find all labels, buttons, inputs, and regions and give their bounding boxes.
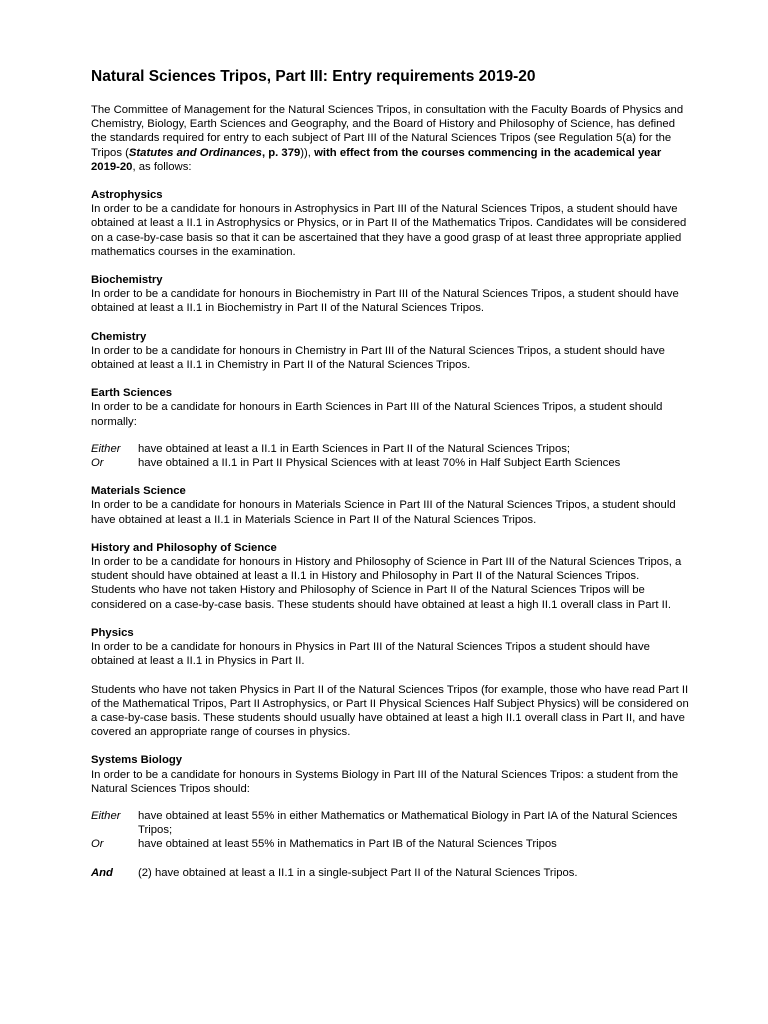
earth-or-option <box>91 456 691 470</box>
intro-text-end: , as follows: <box>132 160 192 173</box>
sysbio-either-option <box>91 809 691 837</box>
section-body-astrophysics: In order to be a candidate for honours in Astrophysics in Part III of the Natural Sciences Tripos, a student should have obtained at least a II.1 in Astrophysics or Physics, or in Part II of the Mathematics Tripos. Candidates will be considered on a case-by-case basis so that it can be ascertained that they have a good grasp of at least three appropriate applied mathematics courses in the examination. <box>91 203 687 258</box>
sysbio-or-option <box>91 837 691 851</box>
section-body-chemistry: In order to be a candidate for honours in Chemistry in Part III of the Natural Sciences Tripos, a student should have obtained at least a II.1 in Chemistry in Part II of the Natural Sciences Tripos. <box>91 344 665 372</box>
intro-text: The Committee of Management for the Natural Sciences Tripos, in consultation with the Faculty Boards of Physics and Chemistry, Biology, Earth Sciences and Geography, and the Board of History and Philosophy of Science, has defined the standards required for entry to each subject of Part III of the Natural Sciences Tripos (see Regulation 5(a) for the Tripos ( <box>91 104 684 159</box>
section-body-hps: In order to be a candidate for honours in History and Philosophy of Science in Part III of the Natural Sciences Tripos, a student should have obtained at least a II.1 in History and Philosophy in Part II of the Natural Sciences Tripos. <box>91 556 682 583</box>
either-text: have obtained at least a II.1 in Earth Sciences in Part II of the Natural Sciences Tripos; <box>138 442 571 455</box>
page-reference: , p. 379 <box>261 146 301 159</box>
either-text: have obtained at least 55% in either Mathematics or Mathematical Biology in Part IA of the Natural Sciences Tripos; <box>138 809 678 837</box>
statutes-reference: Statutes and Ordinances <box>128 146 262 159</box>
section-body-earth-sciences: In order to be a candidate for honours in Earth Sciences in Part III of the Natural Sciences Tripos, a student should normally: <box>91 401 663 428</box>
section-heading-hps: History and Philosophy of Science <box>91 541 277 554</box>
or-label: Or <box>91 838 104 851</box>
section-heading-chemistry: Chemistry <box>91 330 147 343</box>
either-label: Either <box>91 442 121 455</box>
or-text: have obtained at least 55% in Mathematics in Part IB of the Natural Sciences Tripos <box>138 838 557 851</box>
sysbio-and-condition <box>91 866 691 880</box>
section-body-hps-2: Students who have not taken History and Philosophy of Science in Part II of the Natural Sciences Tripos will be considered on a case-by-case basis. These students should have obtained at least a high II.1 overall class in Part II. <box>91 584 672 611</box>
and-text: (2) have obtained at least a II.1 in a single-subject Part II of the Natural Sciences Tripos. <box>138 866 578 879</box>
effective-date-text: with effect from the courses commencing in the academical year 2019-20 <box>91 146 662 173</box>
intro-text-close: )), <box>300 146 311 159</box>
section-body-systems-biology: In order to be a candidate for honours in Systems Biology in Part III of the Natural Sciences Tripos: a student from the Natural Sciences Tripos should: <box>91 768 679 795</box>
section-heading-earth-sciences: Earth Sciences <box>91 387 173 400</box>
and-label: And <box>91 866 113 879</box>
section-heading-systems-biology: Systems Biology <box>91 754 183 767</box>
or-text: have obtained a II.1 in Part II Physical Sciences with at least 70% in Half Subject Earth Sciences <box>138 457 621 470</box>
section-heading-biochemistry: Biochemistry <box>91 274 163 287</box>
or-label: Or <box>91 457 104 470</box>
document-page <box>91 68 691 880</box>
intro-paragraph <box>91 103 691 174</box>
document-title: Natural Sciences Tripos, Part III: Entry requirements 2019-20 <box>91 68 536 85</box>
earth-either-option <box>91 442 691 456</box>
section-body-materials-science: In order to be a candidate for honours in Materials Science in Part III of the Natural Sciences Tripos, a student should have obtained at least a II.1 in Materials Science in Part II of the Natural Sciences Tripos. <box>91 499 676 526</box>
section-heading-physics: Physics <box>91 626 134 639</box>
section-heading-astrophysics: Astrophysics <box>91 189 163 202</box>
section-body-biochemistry: In order to be a candidate for honours in Biochemistry in Part III of the Natural Sciences Tripos, a student should have obtained at least a II.1 in Biochemistry in Part II of the Natural Sciences Tripos. <box>91 288 679 315</box>
section-body-physics: In order to be a candidate for honours in Physics in Part III of the Natural Sciences Tripos a student should have obtained at least a II.1 in Physics in Part II. <box>91 641 650 668</box>
section-heading-materials-science: Materials Science <box>91 485 186 498</box>
either-label: Either <box>91 809 121 822</box>
section-body-physics-2: Students who have not taken Physics in Part II of the Natural Sciences Tripos (for example, those who have read Part II of the Mathematical Tripos, Part II Astrophysics, or Part II Physical Sciences Half Subject Physics) will be considered on a case-by-case basis. These students should usually have obtained at least a high II.1 overall class in Part II, and have covered an appropriate range of courses in physics. <box>91 683 689 739</box>
